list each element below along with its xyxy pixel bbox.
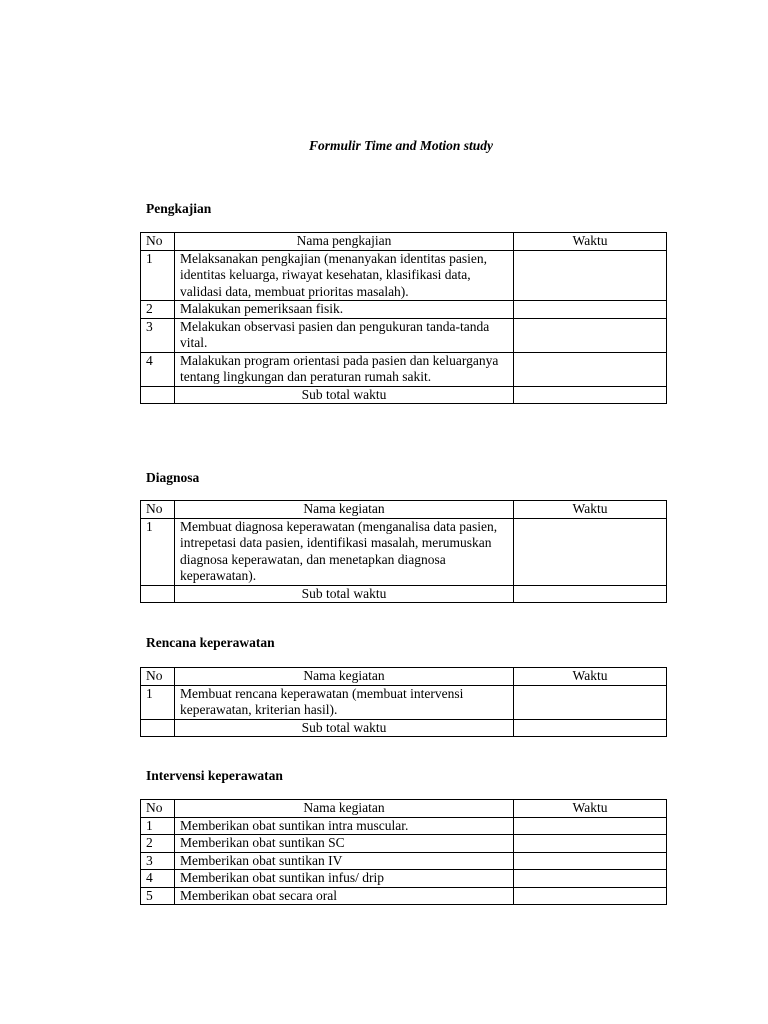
row-number: 1 — [141, 518, 175, 585]
subtotal-row — [141, 585, 667, 603]
row-activity: Memberikan obat suntikan infus/ drip — [175, 870, 514, 888]
table-row — [141, 685, 667, 719]
table-pengkajian — [140, 232, 667, 404]
row-activity: Memberikan obat suntikan intra muscular. — [175, 817, 514, 835]
row-activity: Membuat rencana keperawatan (membuat intervensi keperawatan, kriterian hasil). — [175, 685, 514, 719]
subtotal-empty-cell — [141, 719, 175, 737]
row-activity: Malakukan pemeriksaan fisik. — [175, 301, 514, 319]
table-diagnosa — [140, 500, 667, 603]
row-number: 3 — [141, 318, 175, 352]
row-time-cell[interactable] — [514, 887, 667, 905]
row-time-cell[interactable] — [514, 518, 667, 585]
row-time-cell[interactable] — [514, 852, 667, 870]
table-header-row — [141, 233, 667, 251]
section-heading-diagnosa: Diagnosa — [146, 470, 200, 485]
column-header-activity: Nama pengkajian — [175, 233, 514, 251]
row-number: 4 — [141, 352, 175, 386]
row-time-cell[interactable] — [514, 685, 667, 719]
row-number: 4 — [141, 870, 175, 888]
subtotal-row — [141, 719, 667, 737]
column-header-time: Waktu — [514, 233, 667, 251]
subtotal-label: Sub total waktu — [175, 585, 514, 603]
table-row — [141, 250, 667, 301]
column-header-time: Waktu — [514, 501, 667, 519]
subtotal-time-cell[interactable] — [514, 386, 667, 404]
subtotal-empty-cell — [141, 386, 175, 404]
row-time-cell[interactable] — [514, 870, 667, 888]
row-time-cell[interactable] — [514, 250, 667, 301]
row-activity: Memberikan obat suntikan SC — [175, 835, 514, 853]
section-heading-rencana-keperawatan: Rencana keperawatan — [146, 635, 275, 650]
column-header-time: Waktu — [514, 668, 667, 686]
table-row — [141, 817, 667, 835]
column-header-no: No — [141, 501, 175, 519]
table-header-row — [141, 800, 667, 818]
column-header-activity: Nama kegiatan — [175, 800, 514, 818]
column-header-time: Waktu — [514, 800, 667, 818]
row-number: 1 — [141, 250, 175, 301]
subtotal-label: Sub total waktu — [175, 719, 514, 737]
subtotal-time-cell[interactable] — [514, 719, 667, 737]
row-activity: Memberikan obat secara oral — [175, 887, 514, 905]
table-intervensi-keperawatan — [140, 799, 667, 905]
section-heading-intervensi-keperawatan: Intervensi keperawatan — [146, 768, 283, 783]
row-number: 3 — [141, 852, 175, 870]
row-time-cell[interactable] — [514, 318, 667, 352]
subtotal-empty-cell — [141, 585, 175, 603]
row-number: 5 — [141, 887, 175, 905]
row-activity: Memberikan obat suntikan IV — [175, 852, 514, 870]
row-number: 2 — [141, 835, 175, 853]
row-time-cell[interactable] — [514, 817, 667, 835]
section-heading-pengkajian: Pengkajian — [146, 201, 212, 216]
table-row — [141, 870, 667, 888]
table-header-row — [141, 668, 667, 686]
column-header-no: No — [141, 800, 175, 818]
table-row — [141, 887, 667, 905]
column-header-activity: Nama kegiatan — [175, 668, 514, 686]
row-time-cell[interactable] — [514, 352, 667, 386]
table-row — [141, 301, 667, 319]
table-row — [141, 835, 667, 853]
column-header-no: No — [141, 233, 175, 251]
row-activity: Membuat diagnosa keperawatan (menganalisa data pasien, intrepetasi data pasien, identifikasi masalah, merumuskan diagnosa keperawatan, dan menetapkan diagnosa keperawatan). — [175, 518, 514, 585]
subtotal-time-cell[interactable] — [514, 585, 667, 603]
column-header-no: No — [141, 668, 175, 686]
table-row — [141, 518, 667, 585]
row-time-cell[interactable] — [514, 835, 667, 853]
table-row — [141, 318, 667, 352]
table-header-row — [141, 501, 667, 519]
row-number: 2 — [141, 301, 175, 319]
table-row — [141, 352, 667, 386]
row-time-cell[interactable] — [514, 301, 667, 319]
row-number: 1 — [141, 685, 175, 719]
row-activity: Malakukan program orientasi pada pasien dan keluarganya tentang lingkungan dan peraturan rumah sakit. — [175, 352, 514, 386]
form-title: Formulir Time and Motion study — [308, 138, 494, 153]
row-activity: Melaksanakan pengkajian (menanyakan identitas pasien, identitas keluarga, riwayat kesehatan, klasifikasi data, validasi data, membuat prioritas masalah). — [175, 250, 514, 301]
column-header-activity: Nama kegiatan — [175, 501, 514, 519]
row-activity: Melakukan observasi pasien dan pengukuran tanda-tanda vital. — [175, 318, 514, 352]
table-rencana-keperawatan — [140, 667, 667, 737]
table-row — [141, 852, 667, 870]
subtotal-row — [141, 386, 667, 404]
row-number: 1 — [141, 817, 175, 835]
subtotal-label: Sub total waktu — [175, 386, 514, 404]
